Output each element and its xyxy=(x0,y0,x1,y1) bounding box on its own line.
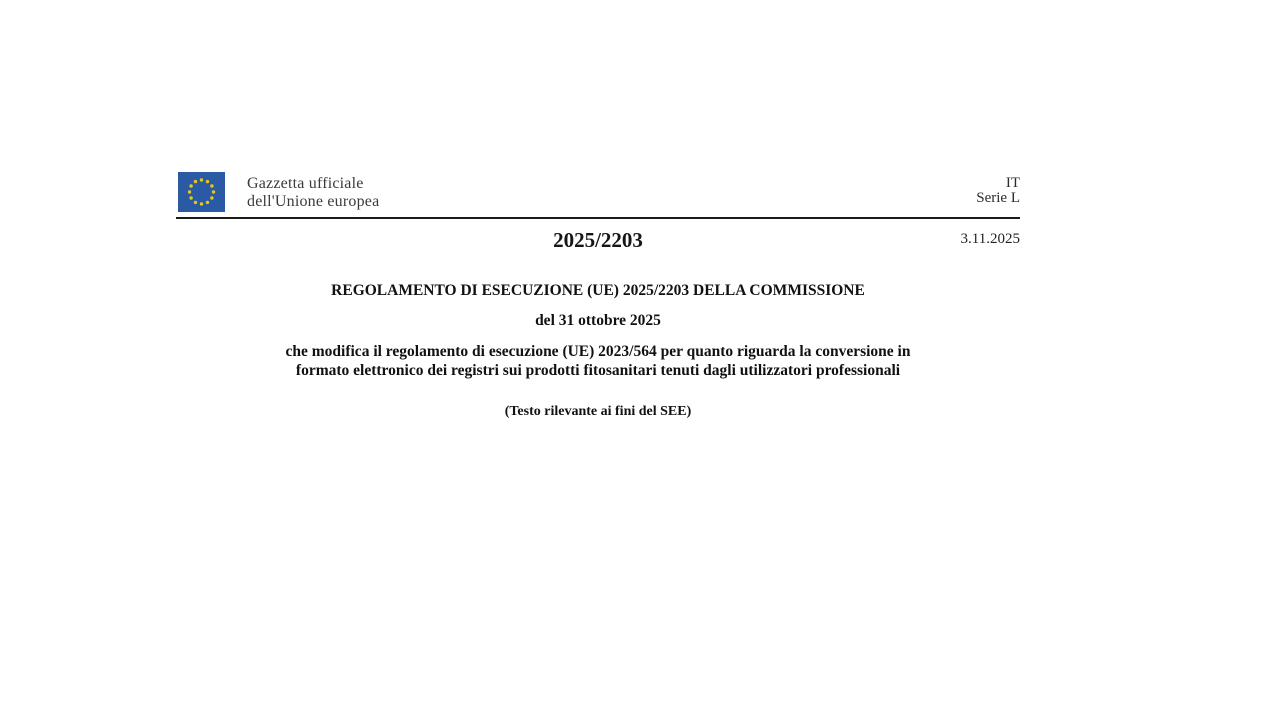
act-dateline: del 31 ottobre 2025 xyxy=(535,312,661,329)
publication-date: 3.11.2025 xyxy=(960,231,1020,247)
document-number: 2025/2203 xyxy=(553,228,643,252)
edition-info xyxy=(976,176,1020,206)
act-subject-wrap xyxy=(176,342,1020,380)
act-subject: che modifica il regolamento di esecuzione (UE) 2023/564 per quanto riguarda la conversione in formato elettronico dei registri sui prodotti fitosanitari tenuti dagli utilizzatori professionali xyxy=(285,343,911,379)
masthead-divider xyxy=(176,217,1020,219)
eea-relevance-note: (Testo rilevante ai fini del SEE) xyxy=(504,404,692,419)
series-label: Serie L xyxy=(976,190,1020,206)
journal-title xyxy=(247,175,379,211)
language-code: IT xyxy=(1005,175,1020,191)
eu-flag-icon xyxy=(178,172,225,212)
journal-title-line2: dell'Unione europea xyxy=(247,193,380,210)
journal-title-line1: Gazzetta ufficiale xyxy=(247,175,364,192)
act-title: REGOLAMENTO DI ESECUZIONE (UE) 2025/2203 DELLA COMMISSIONE xyxy=(331,282,865,299)
